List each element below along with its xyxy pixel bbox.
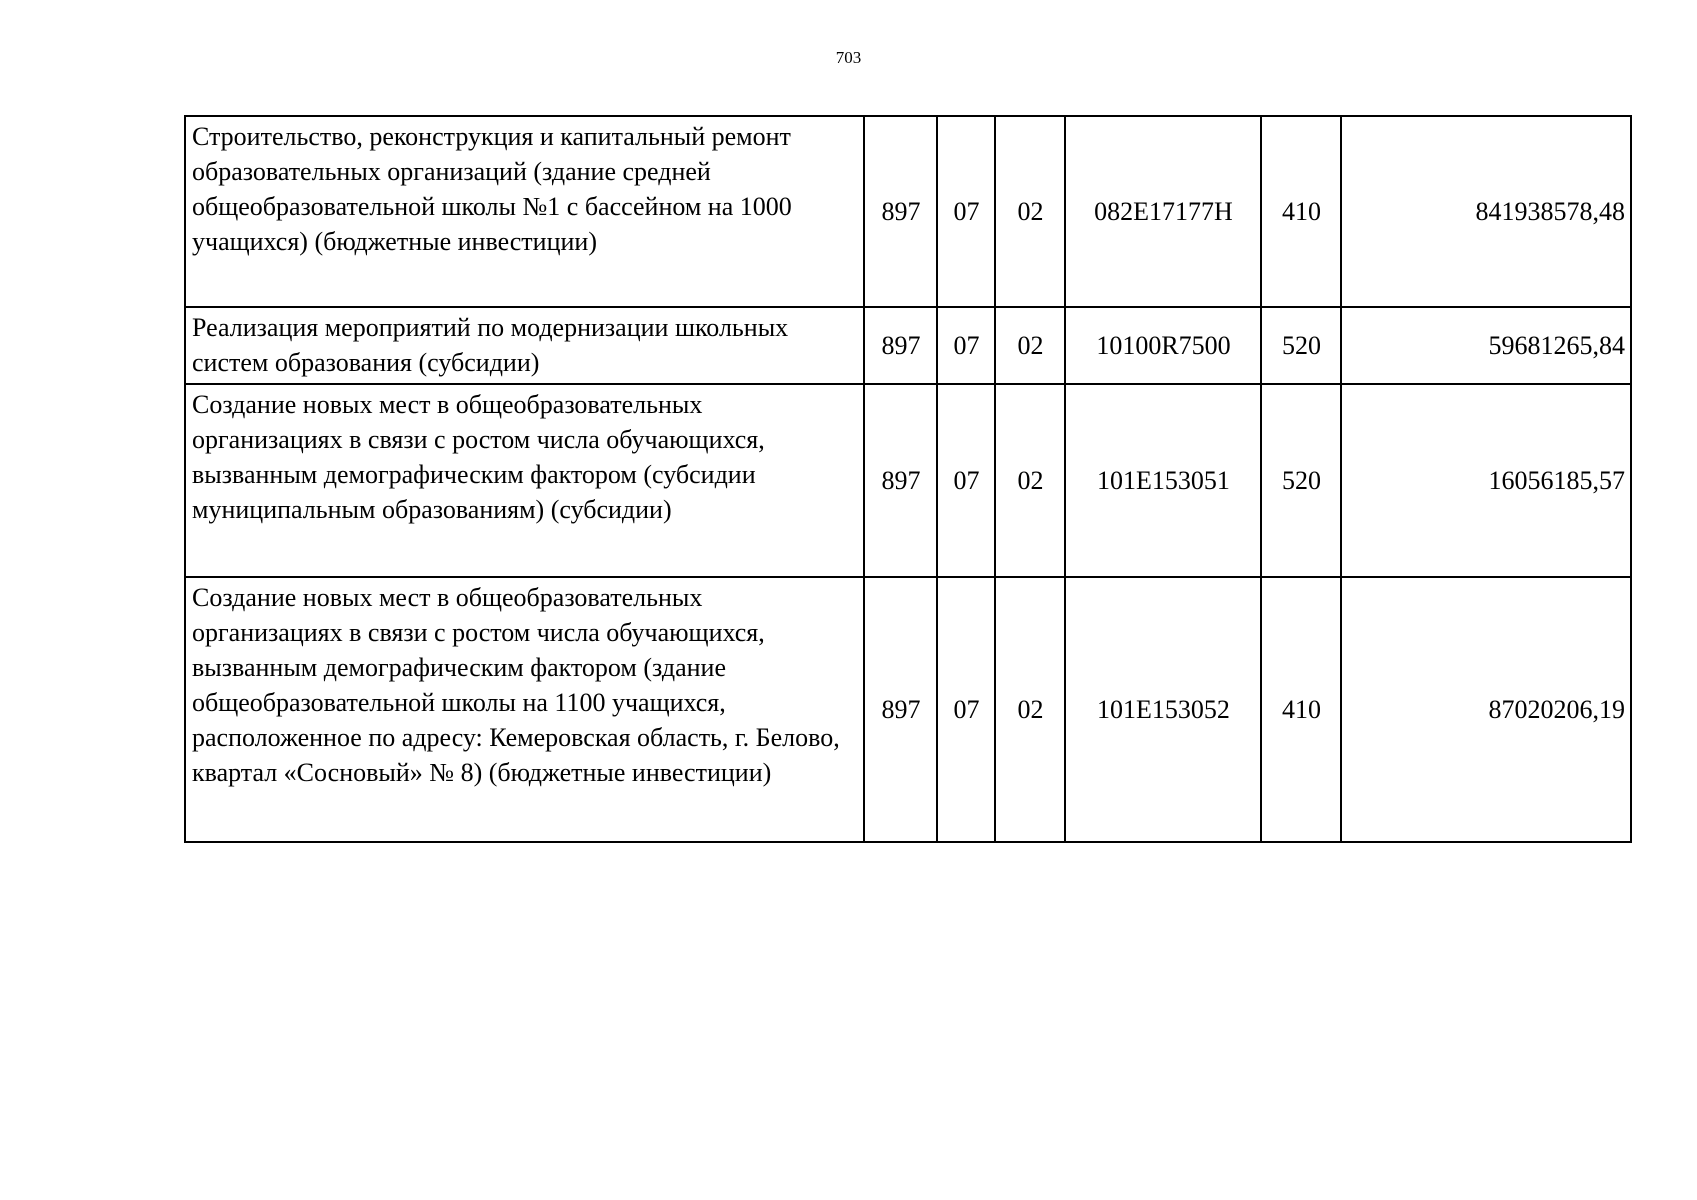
row-expense-type-code: 520 — [1261, 384, 1341, 577]
table-row — [185, 307, 1631, 384]
row-ministry-code: 897 — [864, 307, 937, 384]
row-ministry-code: 897 — [864, 577, 937, 842]
row-subsection-code: 02 — [995, 384, 1065, 577]
row-amount: 59681265,84 — [1341, 307, 1631, 384]
row-name: Создание новых мест в общеобразовательных организациях в связи с ростом числа обучающихся, вызванным демографическим фактором (здание общеобразовательной школы на 1100 учащихся, расположенное по адресу: Кемеровская область, г. Белово, квартал «Сосновый» № 8) (бюджетные инвестиции) — [185, 577, 864, 842]
row-amount: 16056185,57 — [1341, 384, 1631, 577]
row-target-code: 082E17177Н — [1065, 116, 1261, 307]
row-ministry-code: 897 — [864, 116, 937, 307]
budget-table — [184, 115, 1632, 843]
row-section-code: 07 — [937, 384, 995, 577]
row-name: Реализация мероприятий по модернизации школьных систем образования (субсидии) — [185, 307, 864, 384]
table-row — [185, 577, 1631, 842]
row-section-code: 07 — [937, 307, 995, 384]
row-target-code: 10100R7500 — [1065, 307, 1261, 384]
row-name: Строительство, реконструкция и капитальный ремонт образовательных организаций (здание средней общеобразовательной школы №1 с бассейном на 1000 учащихся) (бюджетные инвестиции) — [185, 116, 864, 307]
row-subsection-code: 02 — [995, 577, 1065, 842]
row-section-code: 07 — [937, 577, 995, 842]
row-ministry-code: 897 — [864, 384, 937, 577]
table-row — [185, 384, 1631, 577]
row-target-code: 101E153052 — [1065, 577, 1261, 842]
page-number: 703 — [835, 48, 862, 67]
row-target-code: 101E153051 — [1065, 384, 1261, 577]
row-subsection-code: 02 — [995, 116, 1065, 307]
row-section-code: 07 — [937, 116, 995, 307]
row-name: Создание новых мест в общеобразовательных организациях в связи с ростом числа обучающихся, вызванным демографическим фактором (субсидии муниципальным образованиям) (субсидии) — [185, 384, 864, 577]
row-amount: 841938578,48 — [1341, 116, 1631, 307]
row-amount: 87020206,19 — [1341, 577, 1631, 842]
row-expense-type-code: 410 — [1261, 116, 1341, 307]
row-subsection-code: 02 — [995, 307, 1065, 384]
row-expense-type-code: 520 — [1261, 307, 1341, 384]
row-expense-type-code: 410 — [1261, 577, 1341, 842]
table-row — [185, 116, 1631, 307]
